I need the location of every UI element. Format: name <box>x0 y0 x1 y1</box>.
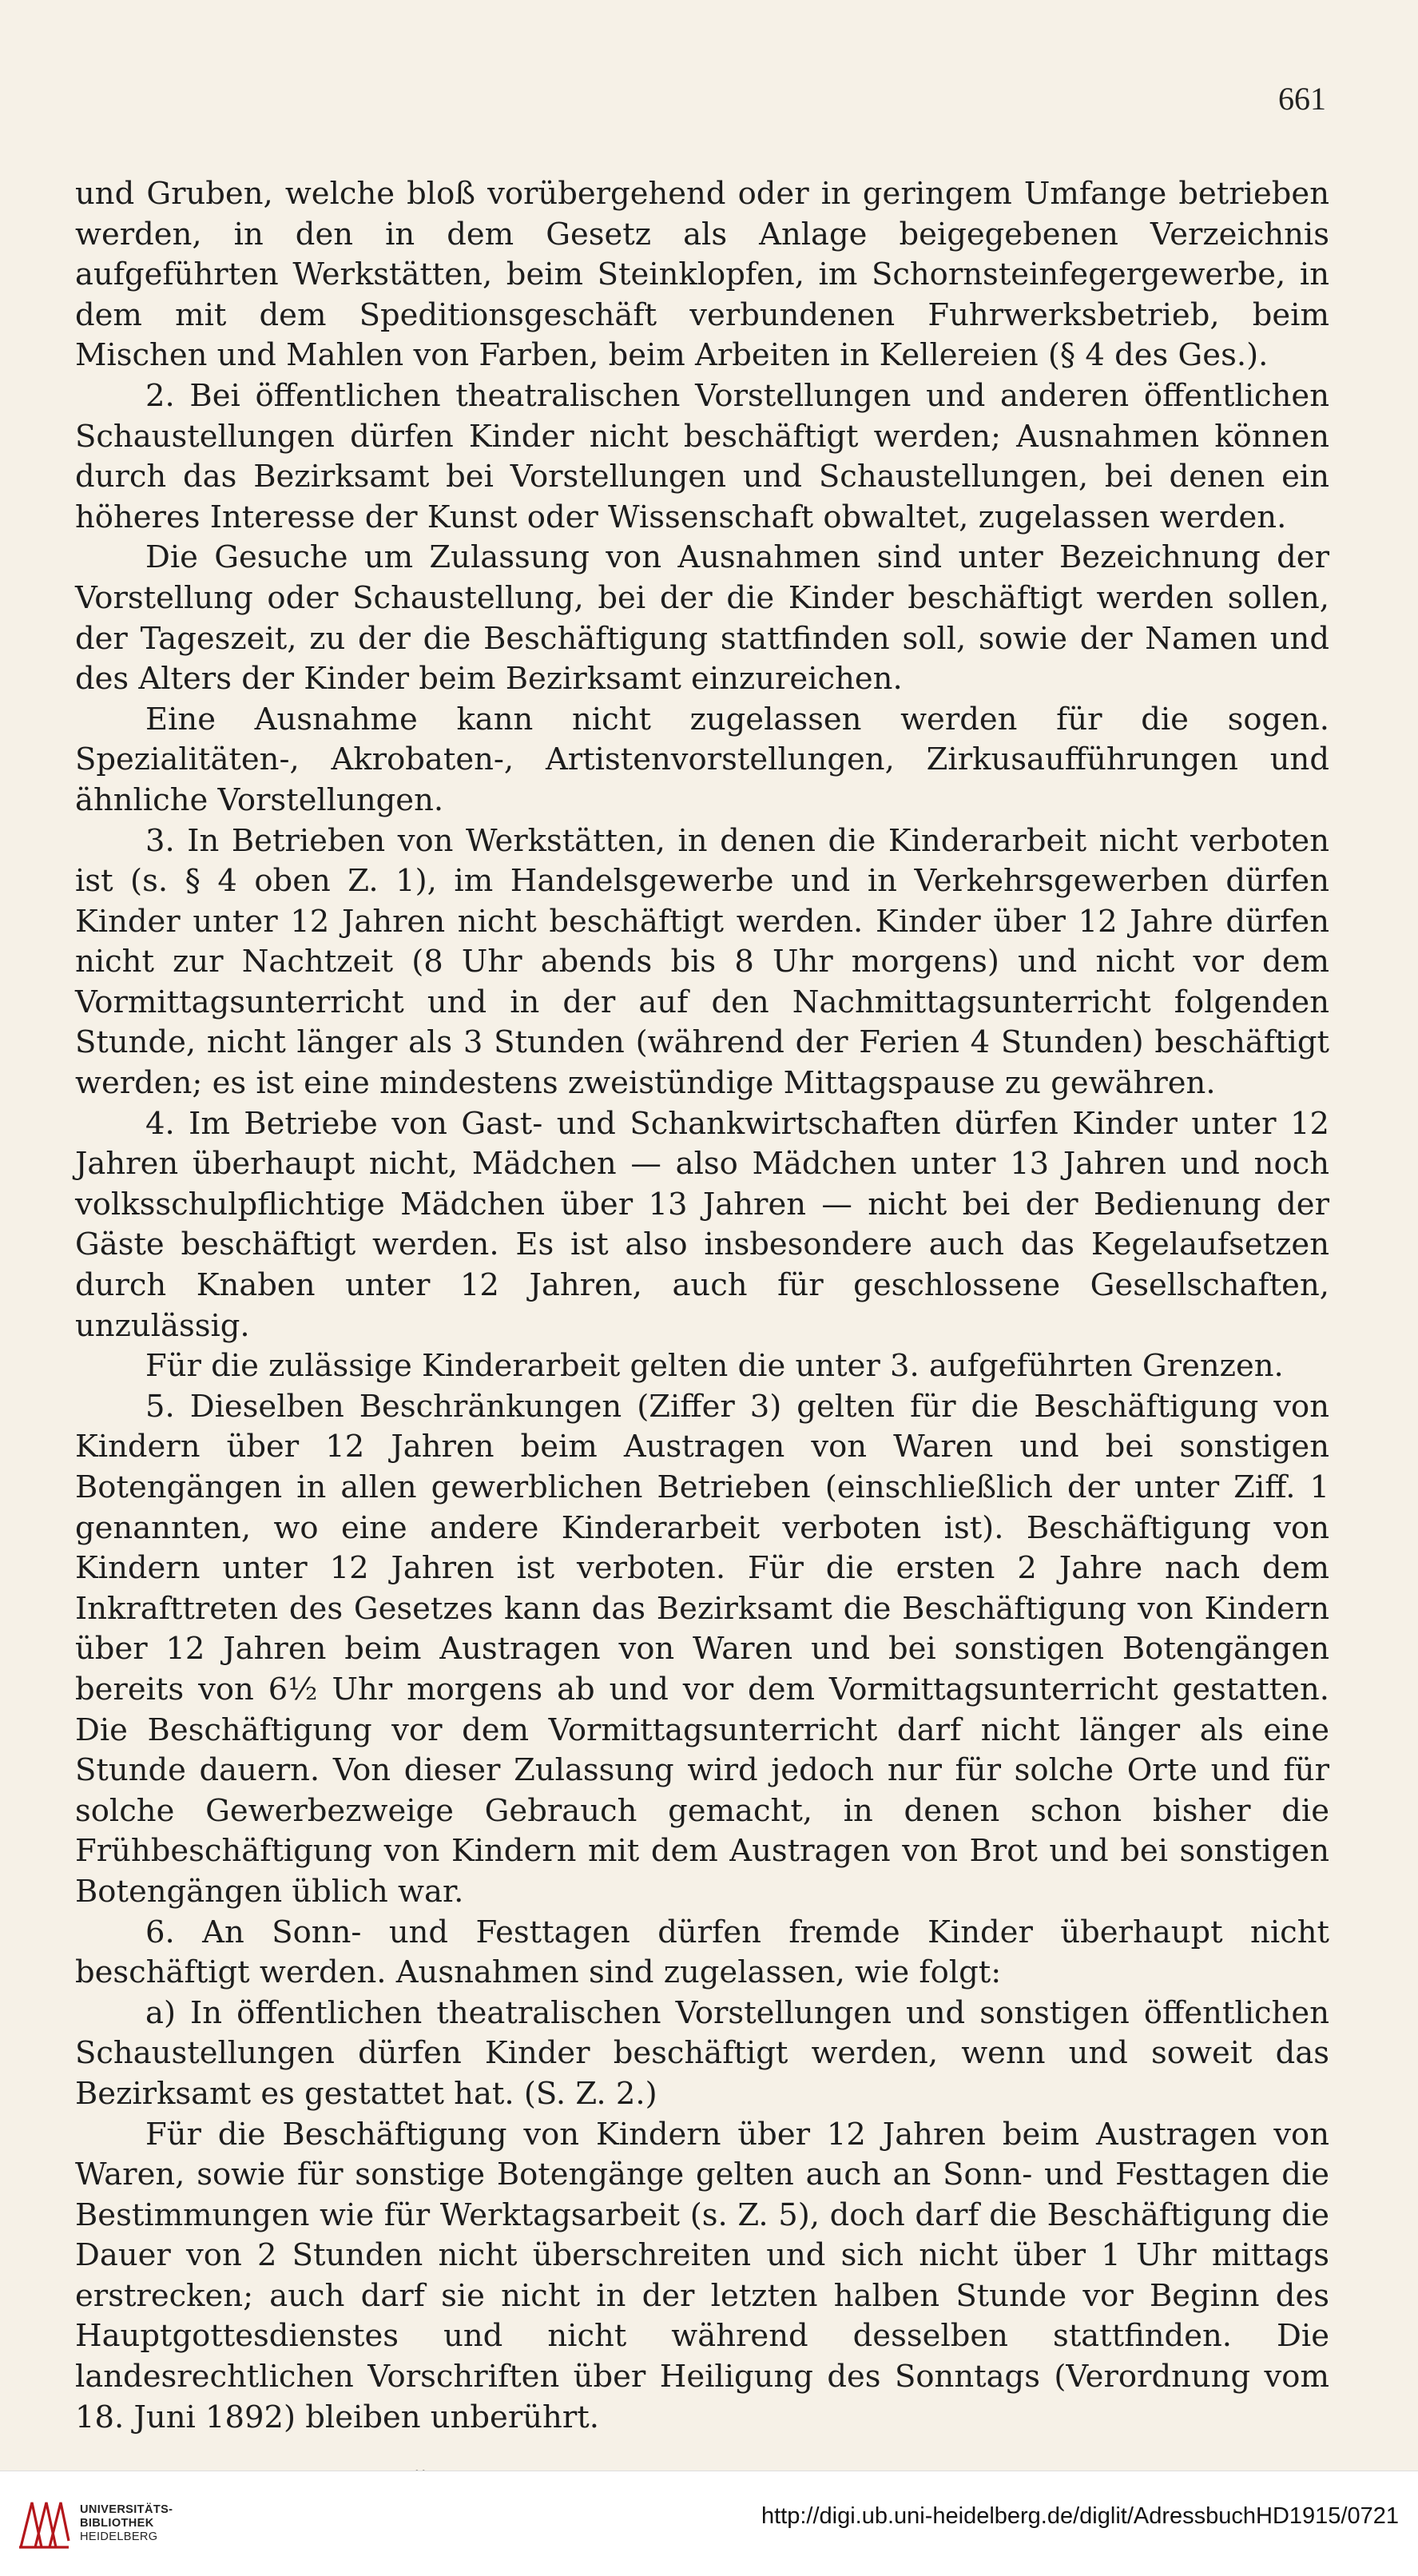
paragraph-3: 3. In Betrieben von Werkstätten, in denen die Kinderarbeit nicht verboten ist (s. § 4 oben Z. 1), im Handelsgewerbe und in Verkehrsgewerben dürfen Kinder unter 12 Jahren nicht beschäftigt werden. Kinder über 12 Jahre dürfen nicht zur Nachtzeit (8 Uhr abends bis 8 Uhr morgens) und nicht vor dem Vormittagsunterricht und in der auf den Nachmittagsunterricht folgenden Stunde, nicht länger als 3 Stunden (während der Ferien 4 Stunden) beschäftigt werden; es ist eine mindestens zweistündige Mittagspause zu gewähren. <box>75 822 1329 1102</box>
paragraph-continuation: und Gruben, welche bloß vorübergehend oder in geringem Umfange betrieben werden, in den in dem Gesetz als Anlage beigegebenen Verzeichnis aufgeführten Werkstätten, beim Steinklopfen, im Schornsteinfegergewerbe, in dem mit dem Speditionsgeschäft verbundenen Fuhrwerksbetrieb, beim Mischen und Mahlen von Farben, beim Arbeiten in Kellereien (§ 4 des Ges.). <box>75 176 1329 374</box>
paragraph-4: 4. Im Betriebe von Gast- und Schankwirtschaften dürfen Kinder unter 12 Jahren überhaupt nicht, Mädchen — also Mädchen unter 13 Jahren und noch volksschulpflichtige Mädchen über 13 Jahren — nicht bei der Bedienung der Gäste beschäftigt werden. Es ist also insbesondere auch das Kegelaufsetzen durch Knaben unter 12 Jahren, auch für geschlossene Gesellschaften, unzulässig. <box>75 1105 1329 1344</box>
paragraph-6: 6. An Sonn- und Festtagen dürfen fremde Kinder überhaupt nicht beschäftigt werden. Ausnahmen sind zugelassen, wie folgt: <box>75 1914 1329 1991</box>
permalink-url[interactable]: http://digi.ub.uni-heidelberg.de/diglit/AdressbuchHD1915/0721 <box>761 2503 1399 2529</box>
body-text <box>75 174 1329 2546</box>
paragraph-sunday-rules: Für die Beschäftigung von Kindern über 12 Jahren beim Austragen von Waren, sowie für sonstige Botengänge gelten auch an Sonn- und Festtagen die Bestimmungen wie für Werktagsarbeit (s. Z. 5), doch darf die Beschäftigung die Dauer von 2 Stunden nicht überschreiten und sich nicht über 1 Uhr mittags erstrecken; auch darf sie nicht in der letzten halben Stunde vor Beginn des Hauptgottesdienstes und nicht während desselben stattfinden. Die landesrechtlichen Vorschriften über Heiligung des Sonntags (Verordnung vom 18. Juni 1892) bleiben unberührt. <box>75 2116 1329 2435</box>
library-name <box>80 2503 173 2544</box>
paragraph-permitted-work: Für die zulässige Kinderarbeit gelten die unter 3. aufgeführten Grenzen. <box>145 1348 1284 1385</box>
paragraph-applications: Die Gesuche um Zulassung von Ausnahmen sind unter Bezeichnung der Vorstellung oder Schaustellung, bei der die Kinder beschäftigt werden sollen, der Tageszeit, zu der die Beschäftigung stattfinden soll, sowie der Namen und des Alters der Kinder beim Bezirksamt einzureichen. <box>75 539 1329 698</box>
library-logo[interactable] <box>14 2487 174 2559</box>
footer-bar <box>0 2471 1418 2576</box>
paragraph-2: 2. Bei öffentlichen theatralischen Vorstellungen und anderen öffentlichen Schaustellungen dürfen Kinder nicht beschäftigt werden; Ausnahmen können durch das Bezirksamt bei Vorstellungen und Schaustellungen, bei denen ein höheres Interesse der Kunst oder Wissenschaft obwaltet, zugelassen werden. <box>75 377 1329 535</box>
paragraph-exceptions: Eine Ausnahme kann nicht zugelassen werden für die sogen. Spezialitäten-, Akrobaten-, Artistenvorstellungen, Zirkusaufführungen und ähnliche Vorstellungen. <box>75 701 1329 818</box>
permalink-container <box>761 2503 1399 2530</box>
library-name-line-2: BIBLIOTHEK <box>80 2516 154 2530</box>
library-name-line-3: HEIDELBERG <box>80 2530 158 2543</box>
paragraph-6a: a) In öffentlichen theatralischen Vorstellungen und sonstigen öffentlichen Schaustellungen dürfen Kinder beschäftigt werden, wenn und soweit das Bezirksamt es gestattet hat. (S. Z. 2.) <box>75 1994 1329 2112</box>
page-number: 661 <box>1278 81 1326 117</box>
paragraph-5: 5. Dieselben Beschränkungen (Ziffer 3) gelten für die Beschäftigung von Kindern über 12 Jahren beim Austragen von Waren und bei sonstigen Botengängen in allen gewerblichen Betrieben (einschließlich der unter Ziff. 1 genannten, wo eine andere Kinderarbeit verboten ist). Beschäftigung von Kindern unter 12 Jahren ist verboten. Für die ersten 2 Jahre nach dem Inkrafttreten des Gesetzes kann das Bezirksamt die Beschäftigung von Kindern über 12 Jahren beim Austragen von Waren und bei sonstigen Botengängen bereits von 6½ Uhr morgens ab und vor dem Vormittagsunterricht gestatten. Die Beschäftigung vor dem Vormittagsunterricht darf nicht länger als eine Stunde dauern. Von dieser Zulassung wird jedoch nur für solche Orte und für solche Gewerbezweige Gebrauch gemacht, in denen schon bisher die Frühbeschäftigung von Kindern mit dem Austragen von Brot und bei sonstigen Botengängen üblich war. <box>75 1388 1329 1910</box>
library-name-line-1: UNIVERSITÄTS- <box>80 2502 173 2516</box>
library-crest-icon <box>14 2491 72 2555</box>
